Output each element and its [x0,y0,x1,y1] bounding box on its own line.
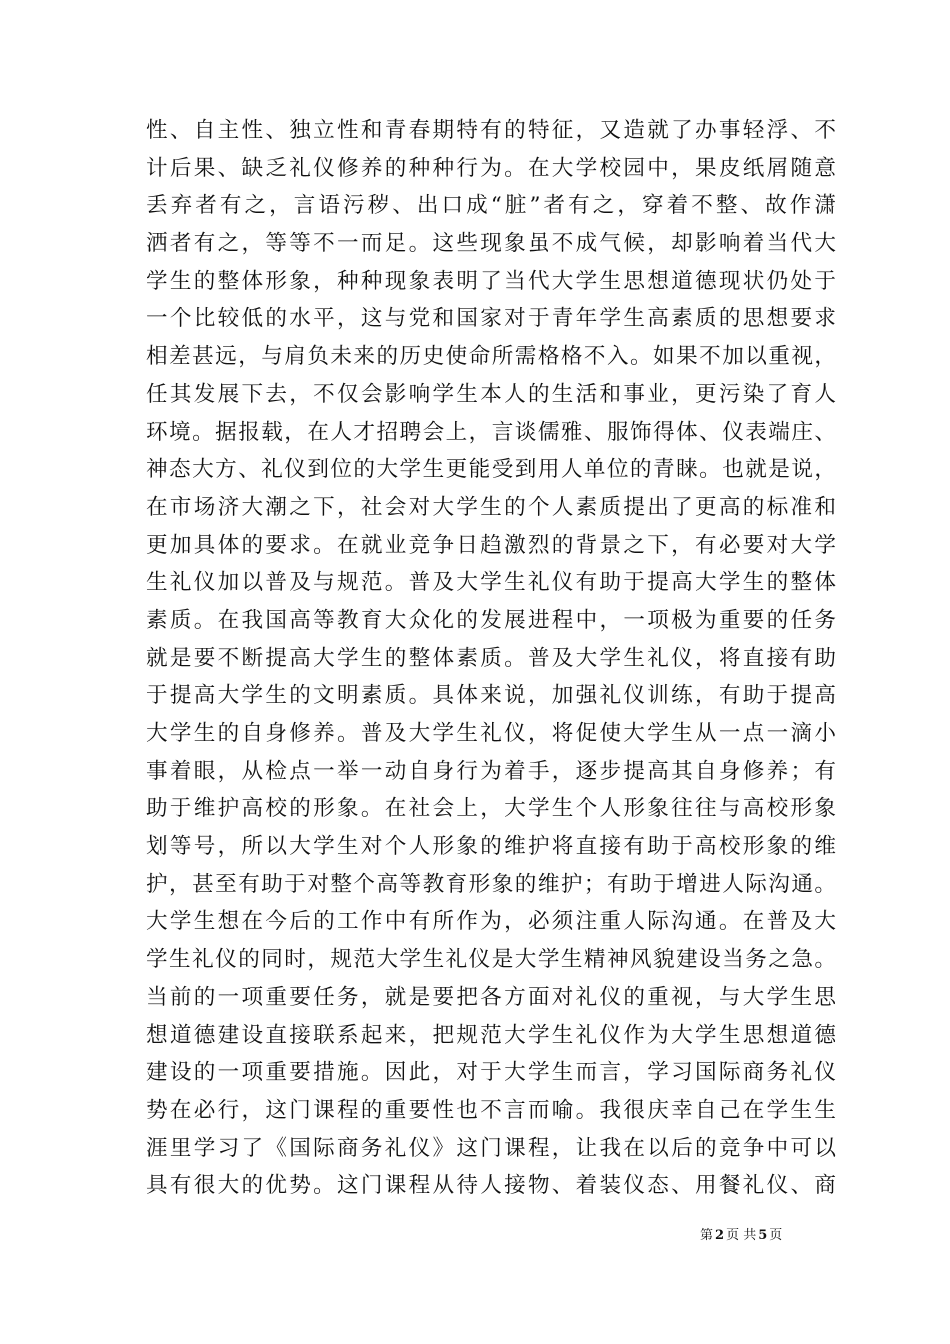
text-line: 事着眼，从检点一举一动自身行为着手，逐步提高其自身修养；有 [146,758,836,784]
text-line: 于提高大学生的文明素质。具体来说，加强礼仪训练，有助于提高 [146,683,836,709]
text-line: 丢弃者有之，言语污秽、出口成“脏”者有之，穿着不整、故作潇 [146,193,836,219]
footer-suffix: 页 [769,1228,783,1243]
text-line: 大学生想在今后的工作中有所作为，必须注重人际沟通。在普及大 [146,909,836,935]
text-line: 势在必行，这门课程的重要性也不言而喻。我很庆幸自己在学生生 [146,1097,836,1123]
body-text [146,112,836,1205]
text-line: 素质。在我国高等教育大众化的发展进程中，一项极为重要的任务 [146,607,836,633]
text-line: 洒者有之，等等不一而足。这些现象虽不成气候，却影响着当代大 [146,231,836,257]
text-line: 性、自主性、独立性和青春期特有的特征，又造就了办事轻浮、不 [146,118,836,143]
text-line: 神态大方、礼仪到位的大学生更能受到用人单位的青睐。也就是说， [146,457,836,483]
text-line: 就是要不断提高大学生的整体素质。普及大学生礼仪，将直接有助 [146,645,836,671]
text-line: 计后果、缺乏礼仪修养的种种行为。在大学校园中，果皮纸屑随意 [146,155,836,181]
text-line: 学生的整体形象，种种现象表明了当代大学生思想道德现状仍处于 [146,268,836,294]
text-line: 想道德建设直接联系起来，把规范大学生礼仪作为大学生思想道德 [146,1022,836,1048]
text-line: 学生礼仪的同时，规范大学生礼仪是大学生精神风貌建设当务之急。 [146,947,836,973]
total-page-count: 5 [758,1228,768,1243]
text-line: 助于维护高校的形象。在社会上，大学生个人形象往往与高校形象 [146,796,836,822]
text-line: 更加具体的要求。在就业竞争日趋激烈的背景之下，有必要对大学 [146,532,836,558]
text-line: 大学生的自身修养。普及大学生礼仪，将促使大学生从一点一滴小 [146,721,836,746]
text-line: 护，甚至有助于对整个高等教育形象的维护；有助于增进人际沟通。 [146,871,836,897]
text-line: 相差甚远，与肩负未来的历史使命所需格格不入。如果不加以重视， [146,344,836,370]
text-line: 建设的一项重要措施。因此，对于大学生而言，学习国际商务礼仪 [146,1060,836,1086]
text-line: 当前的一项重要任务，就是要把各方面对礼仪的重视，与大学生思 [146,984,836,1010]
text-line: 任其发展下去，不仅会影响学生本人的生活和事业，更污染了育人 [146,381,836,407]
footer-middle: 页 共 [726,1228,757,1243]
current-page-number: 2 [715,1228,725,1243]
text-line: 具有很大的优势。这门课程从待人接物、着装仪态、用餐礼仪、商 [146,1173,836,1199]
text-line: 一个比较低的水平，这与党和国家对于青年学生高素质的思想要求 [146,306,836,332]
text-line: 在市场济大潮之下，社会对大学生的个人素质提出了更高的标准和 [146,494,836,520]
page-number-footer [700,1228,782,1244]
text-line: 生礼仪加以普及与规范。普及大学生礼仪有助于提高大学生的整体 [146,570,836,596]
text-line: 环境。据报载，在人才招聘会上，言谈儒雅、服饰得体、仪表端庄、 [146,419,836,445]
text-line: 划等号，所以大学生对个人形象的维护将直接有助于高校形象的维 [146,834,836,860]
footer-prefix: 第 [700,1228,714,1243]
text-line: 涯里学习了《国际商务礼仪》这门课程，让我在以后的竞争中可以 [146,1135,836,1161]
